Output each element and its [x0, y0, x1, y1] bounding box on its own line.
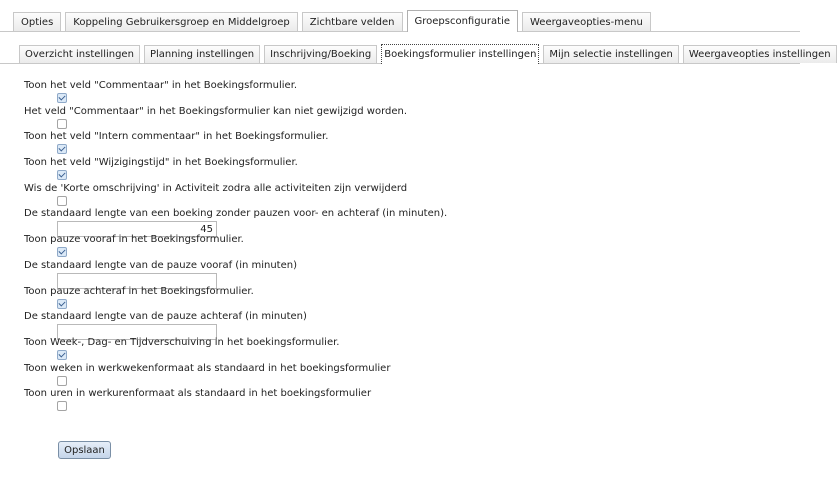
tab-zichtbare-velden[interactable]: Zichtbare velden	[302, 12, 403, 31]
setting-row	[24, 363, 744, 389]
setting-label: De standaard lengte van de pauze achteraf (in minuten)	[24, 311, 307, 323]
tab-weergaveopties-menu[interactable]: Weergaveopties-menu	[522, 12, 651, 31]
setting-checkbox[interactable]	[57, 247, 67, 257]
tab-opties[interactable]: Opties	[13, 12, 61, 31]
tab-planning-instellingen[interactable]: Planning instellingen	[144, 45, 260, 63]
setting-label: Toon het veld "Commentaar" in het Boekingsformulier.	[24, 80, 298, 91]
setting-row	[24, 311, 744, 337]
setting-row	[24, 337, 744, 363]
setting-label: Het veld "Commentaar" in het Boekingsformulier kan niet gewijzigd worden.	[24, 105, 408, 117]
settings-form	[24, 80, 744, 414]
setting-label: De standaard lengte van de pauze vooraf (in minuten)	[24, 259, 297, 271]
setting-row	[24, 80, 744, 106]
tab-boekingsformulier-instellingen[interactable]: Boekingsformulier instellingen	[381, 44, 539, 64]
setting-checkbox[interactable]	[57, 401, 67, 411]
tab-mijn-selectie-instellingen[interactable]: Mijn selectie instellingen	[543, 45, 678, 63]
setting-checkbox[interactable]	[57, 144, 67, 154]
setting-label: Toon Week-, Dag- en Tijdverschuiving in het boekingsformulier.	[24, 336, 340, 348]
setting-label: Toon pauze achteraf in het Boekingsformulier.	[24, 285, 254, 297]
setting-checkbox[interactable]	[57, 196, 67, 206]
tab-weergaveopties-instellingen[interactable]: Weergaveopties instellingen	[683, 45, 837, 63]
tab-overzicht-instellingen[interactable]: Overzicht instellingen	[19, 45, 140, 63]
main-tab-bar	[0, 10, 800, 32]
setting-label: Toon het veld "Intern commentaar" in het Boekingsformulier.	[24, 131, 329, 143]
setting-label: Wis de 'Korte omschrijving' in Activiteit zodra alle activiteiten zijn verwijderd	[24, 182, 408, 194]
setting-row	[24, 106, 744, 132]
setting-label: Toon het veld "Wijzigingstijd" in het Boekingsformulier.	[24, 157, 298, 169]
setting-checkbox[interactable]	[57, 299, 67, 309]
setting-checkbox[interactable]	[57, 170, 67, 180]
setting-row	[24, 234, 744, 260]
save-button[interactable]: Opslaan	[58, 441, 111, 459]
setting-label: Toon weken in werkwekenformaat als standaard in het boekingsformulier	[24, 362, 391, 374]
setting-checkbox[interactable]	[57, 119, 67, 129]
setting-checkbox[interactable]	[57, 376, 67, 386]
setting-row	[24, 388, 744, 414]
setting-label: De standaard lengte van een boeking zonder pauzen voor- en achteraf (in minuten).	[24, 208, 448, 220]
sub-tab-bar	[0, 43, 831, 64]
tab-groepsconfiguratie[interactable]: Groepsconfiguratie	[407, 10, 519, 32]
tab-koppeling[interactable]: Koppeling Gebruikersgroep en Middelgroep	[65, 12, 297, 31]
setting-row	[24, 286, 744, 312]
setting-checkbox[interactable]	[57, 93, 67, 103]
setting-checkbox[interactable]	[57, 350, 67, 360]
setting-label: Toon uren in werkurenformaat als standaard in het boekingsformulier	[24, 388, 372, 400]
setting-row	[24, 131, 744, 157]
setting-row	[24, 208, 744, 234]
setting-row	[24, 157, 744, 183]
setting-label: Toon pauze vooraf in het Boekingsformulier.	[24, 234, 244, 246]
setting-row	[24, 260, 744, 286]
setting-row	[24, 183, 744, 209]
tab-inschrijving-boeking[interactable]: Inschrijving/Boeking	[264, 45, 377, 63]
